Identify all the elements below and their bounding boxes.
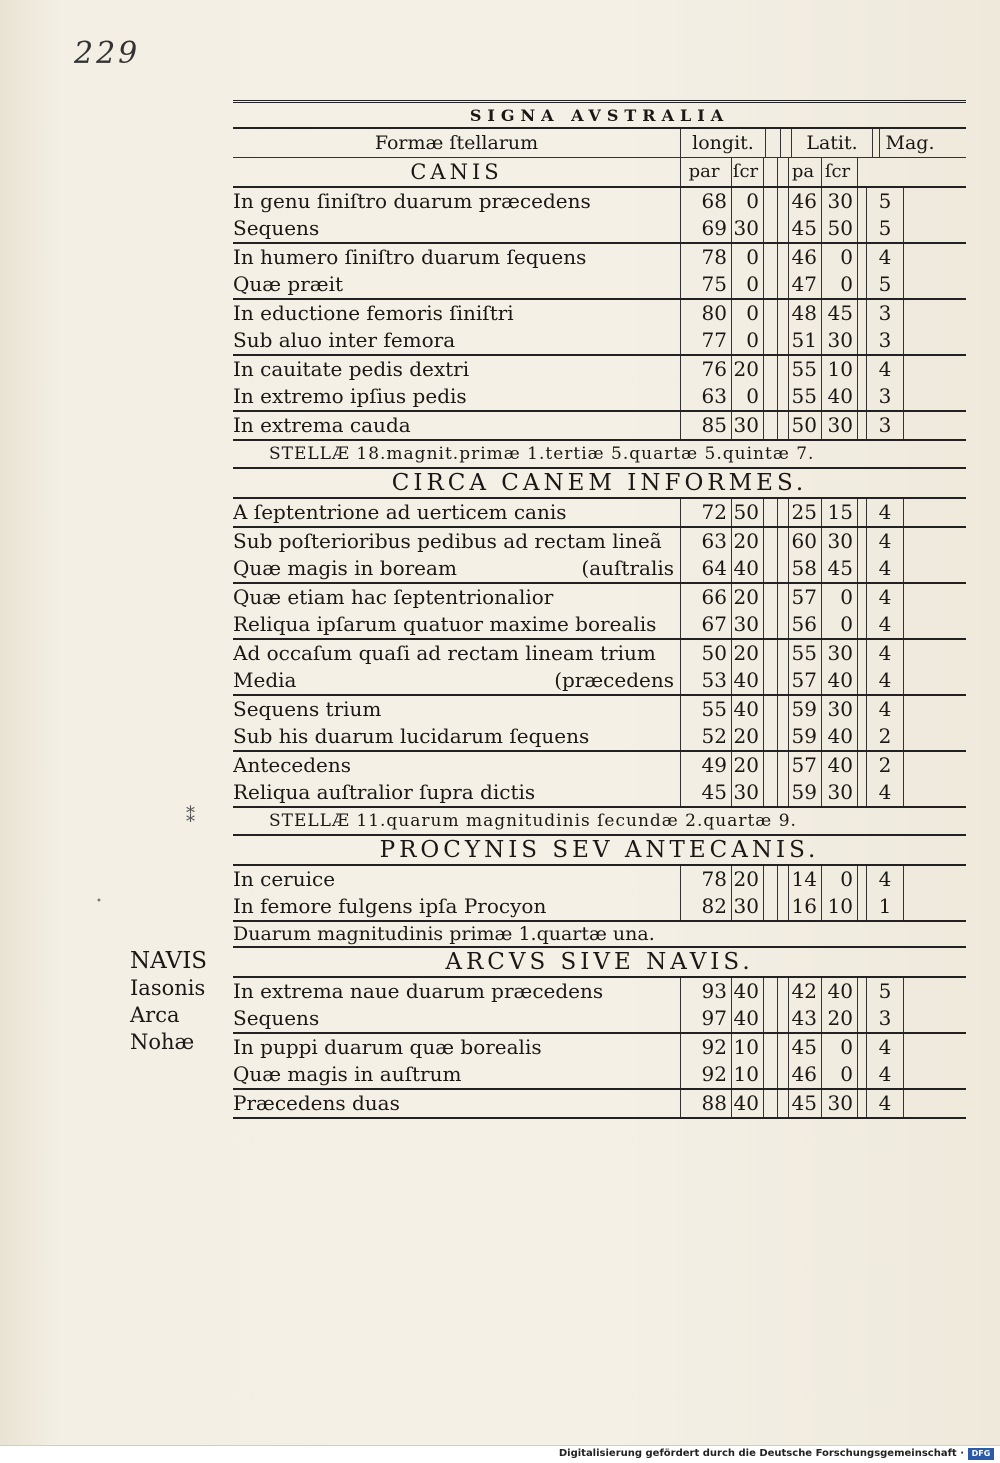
longitude-minutes: 50 [732,499,764,526]
coordinates [680,300,966,327]
star-catalogue-table [233,100,966,1119]
magnitude: 4 [866,779,904,806]
longitude-degrees: 50 [680,640,732,667]
magnitude: 5 [866,978,904,1005]
longitude-minutes: 40 [732,978,764,1005]
col-divider [764,271,778,298]
latitude-minutes: 10 [822,356,858,383]
longitude-degrees: 82 [680,893,732,920]
star-description: Reliqua ipſarum quatuor maxime borealis [233,612,657,636]
coordinates [680,1090,966,1117]
longitude-minutes: 30 [732,611,764,638]
table-row [233,893,966,920]
col-divider [764,244,778,271]
magnitude: 1 [866,893,904,920]
magnitude: 4 [866,555,904,582]
coordinates [680,779,966,806]
star-description: In extremo ipſius pedis [233,384,467,408]
continuation-text: (auſtralis [581,556,674,580]
magnitude: 2 [866,752,904,779]
longitude-minutes: 30 [732,893,764,920]
longitude-degrees: 63 [680,528,732,555]
col-divider [764,300,778,327]
coordinates [680,244,966,271]
star-description: In extrema naue duarum præcedens [233,979,604,1003]
coordinates [680,1061,966,1088]
latitude-minutes: 40 [822,723,858,750]
longitude-minutes: 20 [732,584,764,611]
col-divider [765,129,781,157]
coordinates [680,893,966,920]
longitude-minutes: 30 [732,412,764,439]
latitude-degrees: 55 [788,356,822,383]
latitude-minutes: 30 [822,1090,858,1117]
star-description: In cauitate pedis dextri [233,357,470,381]
table-row [233,696,966,723]
longitude-minutes: 40 [732,696,764,723]
latitude-degrees: 45 [788,1090,822,1117]
latitude-minutes: 10 [822,893,858,920]
magnitude: 4 [866,244,904,271]
latitude-minutes: 40 [822,752,858,779]
latitude-minutes: 40 [822,667,858,694]
magnitude: 4 [866,1034,904,1061]
longitude-minutes: 30 [732,215,764,242]
margin-note-line: Nohæ [130,1030,195,1054]
latitude-degrees: 55 [788,640,822,667]
longitude-degrees: 45 [680,779,732,806]
longitude-minutes: 0 [732,188,764,215]
coordinates [680,978,966,1005]
col-divider [764,1061,778,1088]
magnitude: 4 [866,528,904,555]
sub-header [680,158,858,186]
longitude-minutes: 20 [732,866,764,893]
latitude-degrees: 47 [788,271,822,298]
longitude-degrees: 92 [680,1034,732,1061]
col-divider [764,215,778,242]
longitude-minutes: 0 [732,327,764,354]
latitude-degrees: 46 [788,188,822,215]
coordinates [680,866,966,893]
star-description: Sub his duarum lucidarum ſequens [233,724,590,748]
longitude-minutes: 10 [732,1034,764,1061]
table-row [233,1090,966,1117]
latitude-minutes: 30 [822,528,858,555]
longitude-degrees: 78 [680,244,732,271]
latitude-degrees: 46 [788,1061,822,1088]
table-row [233,244,966,271]
magnitude: 3 [866,1005,904,1032]
star-description: Media [233,668,297,692]
sub-scr-label: ſcr [732,158,764,186]
magnitude: 3 [866,383,904,410]
continuation-text: (præcedens [554,668,674,692]
col-divider [764,696,778,723]
longitude-minutes: 10 [732,1061,764,1088]
table-row [233,723,966,750]
magnitude: 4 [866,356,904,383]
table-row [233,383,966,410]
col-mag-label: Mag. [879,129,940,157]
ink-speck: • [96,896,102,907]
longitude-minutes: 40 [732,667,764,694]
footer-bar [0,1445,1000,1463]
table-row [233,215,966,242]
star-description: Sub poſterioribus pedibus ad rectam lineã [233,529,662,553]
star-description: Antecedens [233,753,352,777]
col-divider [764,327,778,354]
table-row [233,611,966,638]
col-divider [764,1034,778,1061]
col-divider [764,779,778,806]
table-row [233,667,966,694]
longitude-degrees: 67 [680,611,732,638]
star-description: Sequens [233,1006,320,1030]
latitude-degrees: 25 [788,499,822,526]
margin-note [130,948,230,1056]
col-divider [764,499,778,526]
stellae-summary: STELLÆ 18.magnit.primæ 1.tertiæ 5.quartæ 5.quintæ 7. [269,444,815,464]
coordinates [680,271,966,298]
latitude-minutes: 30 [822,696,858,723]
col-divider [764,1090,778,1117]
table-row [233,584,966,611]
magnitude: 2 [866,723,904,750]
latitude-minutes: 45 [822,300,858,327]
star-description: Sequens [233,216,320,240]
margin-note-line: Iasonis [130,976,206,1000]
longitude-degrees: 77 [680,327,732,354]
longitude-degrees: 78 [680,866,732,893]
col-divider [764,978,778,1005]
latitude-degrees: 42 [788,978,822,1005]
latitude-degrees: 50 [788,412,822,439]
latitude-degrees: 59 [788,723,822,750]
sub-pa-label: pa [788,158,822,186]
magnitude: 4 [866,696,904,723]
latitude-minutes: 30 [822,412,858,439]
coordinates [680,412,966,439]
star-description: Quæ magis in boream [233,556,457,580]
longitude-minutes: 40 [732,1005,764,1032]
col-latit-label: Latit. [791,129,873,157]
table-row [233,1005,966,1032]
longitude-degrees: 76 [680,356,732,383]
latitude-degrees: 55 [788,383,822,410]
magnitude: 4 [866,640,904,667]
table-row [233,1061,966,1088]
section-heading: ARCVS SIVE NAVIS. [445,949,754,975]
longitude-degrees: 52 [680,723,732,750]
latitude-minutes: 30 [822,327,858,354]
latitude-minutes: 15 [822,499,858,526]
margin-note-line: NAVIS [130,948,208,974]
col-divider [764,640,778,667]
star-description: In humero ſiniſtro duarum ſequens [233,245,587,269]
latitude-minutes: 20 [822,1005,858,1032]
latitude-minutes: 30 [822,779,858,806]
latitude-degrees: 14 [788,866,822,893]
table-row [233,1034,966,1061]
star-description: In femore fulgens ipſa Procyon [233,894,547,918]
longitude-minutes: 20 [732,640,764,667]
star-description: Ad occaſum quaſi ad rectam lineam trium [233,641,656,665]
table-body [233,158,966,1119]
column-header-row [233,129,966,157]
magnitude: 3 [866,327,904,354]
coordinates [680,356,966,383]
longitude-degrees: 72 [680,499,732,526]
magnitude: 4 [866,499,904,526]
latitude-degrees: 58 [788,555,822,582]
latitude-degrees: 16 [788,893,822,920]
longitude-degrees: 66 [680,584,732,611]
longitude-minutes: 20 [732,356,764,383]
table-row [233,327,966,354]
coordinates [680,752,966,779]
col-divider [764,611,778,638]
col-divider [764,412,778,439]
longitude-degrees: 97 [680,1005,732,1032]
star-description: In genu ſiniſtro duarum præcedens [233,189,591,213]
table-row [233,866,966,893]
coordinates [680,584,966,611]
col-forms-label: Formæ ſtellarum [374,132,539,154]
coordinates [680,555,966,582]
longitude-minutes: 30 [732,779,764,806]
longitude-degrees: 75 [680,271,732,298]
latitude-degrees: 45 [788,215,822,242]
coordinates [680,640,966,667]
table-row [233,300,966,327]
longitude-minutes: 0 [732,244,764,271]
star-description: Quæ magis in auſtrum [233,1062,462,1086]
magnitude: 4 [866,584,904,611]
star-description: Reliqua auſtralior ſupra dictis [233,780,536,804]
col-divider [764,723,778,750]
latitude-minutes: 0 [822,1034,858,1061]
longitude-degrees: 80 [680,300,732,327]
funding-credit: Digitalisierung gefördert durch die Deutsche Forschungsgemeinschaft · [558,1448,964,1459]
longitude-degrees: 53 [680,667,732,694]
longitude-degrees: 63 [680,383,732,410]
longitude-minutes: 20 [732,723,764,750]
latitude-minutes: 0 [822,1061,858,1088]
table-row [233,555,966,582]
magnitude: 4 [866,667,904,694]
coordinates [680,1005,966,1032]
longitude-degrees: 68 [680,188,732,215]
magnitude: 4 [866,1090,904,1117]
longitude-minutes: 20 [732,752,764,779]
coordinates [680,611,966,638]
star-description: Quæ præit [233,272,344,296]
coordinates [680,1034,966,1061]
magnitude: 5 [866,215,904,242]
latitude-minutes: 0 [822,866,858,893]
star-description: In puppi duarum quæ borealis [233,1035,542,1059]
table-row [233,356,966,383]
table-row [233,752,966,779]
latitude-degrees: 51 [788,327,822,354]
latitude-minutes: 40 [822,978,858,1005]
col-divider [764,866,778,893]
latitude-minutes: 0 [822,611,858,638]
dfg-logo: DFG [968,1448,994,1460]
coordinates [680,667,966,694]
col-divider [764,893,778,920]
star-description: Sequens trium [233,697,382,721]
coordinates [680,383,966,410]
sub-par-label: par [680,158,732,186]
magnitude: 4 [866,866,904,893]
margin-note-line: Arca [130,1003,180,1027]
col-divider [764,584,778,611]
coordinates [680,696,966,723]
star-description: Quæ etiam hac ſeptentrionalior [233,585,554,609]
star-description: In extrema cauda [233,413,411,437]
latitude-degrees: 57 [788,752,822,779]
col-longit-label: longit. [680,129,765,157]
longitude-degrees: 55 [680,696,732,723]
coordinates [680,499,966,526]
ink-mark: ⁑ [186,806,195,827]
latitude-minutes: 30 [822,640,858,667]
col-divider [764,356,778,383]
table-row [233,499,966,526]
table-row [233,978,966,1005]
col-divider [764,555,778,582]
star-description-cell [233,667,680,694]
stellae-summary: STELLÆ 11.quarum magnitudinis ſecundæ 2.quartæ 9. [269,811,797,831]
longitude-degrees: 85 [680,412,732,439]
star-description: A ſeptentrione ad uerticem canis [233,500,567,524]
magnitude: 5 [866,271,904,298]
folio-number: 229 [74,36,141,71]
longitude-minutes: 20 [732,528,764,555]
coordinates [680,528,966,555]
magnitude: 4 [866,611,904,638]
table-row [233,640,966,667]
star-description-cell [233,555,680,582]
latitude-degrees: 57 [788,667,822,694]
longitude-minutes: 40 [732,1090,764,1117]
section-name: CANIS [410,160,503,184]
longitude-degrees: 88 [680,1090,732,1117]
longitude-degrees: 64 [680,555,732,582]
longitude-degrees: 93 [680,978,732,1005]
table-row [233,779,966,806]
latitude-minutes: 0 [822,584,858,611]
rule [233,1117,966,1119]
latitude-minutes: 0 [822,244,858,271]
longitude-degrees: 69 [680,215,732,242]
coordinates [680,188,966,215]
longitude-degrees: 92 [680,1061,732,1088]
latitude-degrees: 56 [788,611,822,638]
section-heading [233,158,966,186]
latitude-minutes: 50 [822,215,858,242]
latitude-degrees: 48 [788,300,822,327]
col-divider [764,528,778,555]
latitude-minutes: 40 [822,383,858,410]
latitude-degrees: 59 [788,779,822,806]
latitude-minutes: 0 [822,271,858,298]
section-heading: PROCYNIS SEV ANTECANIS. [379,837,820,863]
coordinates [680,723,966,750]
magnitude: 5 [866,188,904,215]
latitude-minutes: 45 [822,555,858,582]
col-divider [764,158,778,186]
table-row [233,528,966,555]
magnitude: 3 [866,412,904,439]
latitude-degrees: 45 [788,1034,822,1061]
table-row [233,412,966,439]
coordinates [680,327,966,354]
star-description: In ceruice [233,867,336,891]
section-note: Duarum magnitudinis primæ 1.quartæ una. [233,923,655,945]
longitude-minutes: 0 [732,271,764,298]
latitude-minutes: 30 [822,188,858,215]
longitude-minutes: 0 [732,383,764,410]
longitude-minutes: 0 [732,300,764,327]
col-divider [764,667,778,694]
section-heading: CIRCA CANEM INFORMES. [391,470,808,496]
longitude-degrees: 49 [680,752,732,779]
magnitude: 4 [866,1061,904,1088]
table-title: SIGNA AVSTRALIA [469,106,730,125]
table-row [233,271,966,298]
latitude-degrees: 43 [788,1005,822,1032]
latitude-degrees: 59 [788,696,822,723]
star-description: Sub aluo inter femora [233,328,456,352]
col-divider [764,188,778,215]
longitude-minutes: 40 [732,555,764,582]
col-divider [764,1005,778,1032]
col-divider [764,752,778,779]
table-row [233,188,966,215]
coordinates [680,215,966,242]
sub-scr-label: ſcr [822,158,858,186]
star-description: In eductione femoris ſiniſtri [233,301,514,325]
latitude-degrees: 60 [788,528,822,555]
latitude-degrees: 46 [788,244,822,271]
latitude-degrees: 57 [788,584,822,611]
magnitude: 3 [866,300,904,327]
star-description: Præcedens duas [233,1091,400,1115]
col-divider [764,383,778,410]
